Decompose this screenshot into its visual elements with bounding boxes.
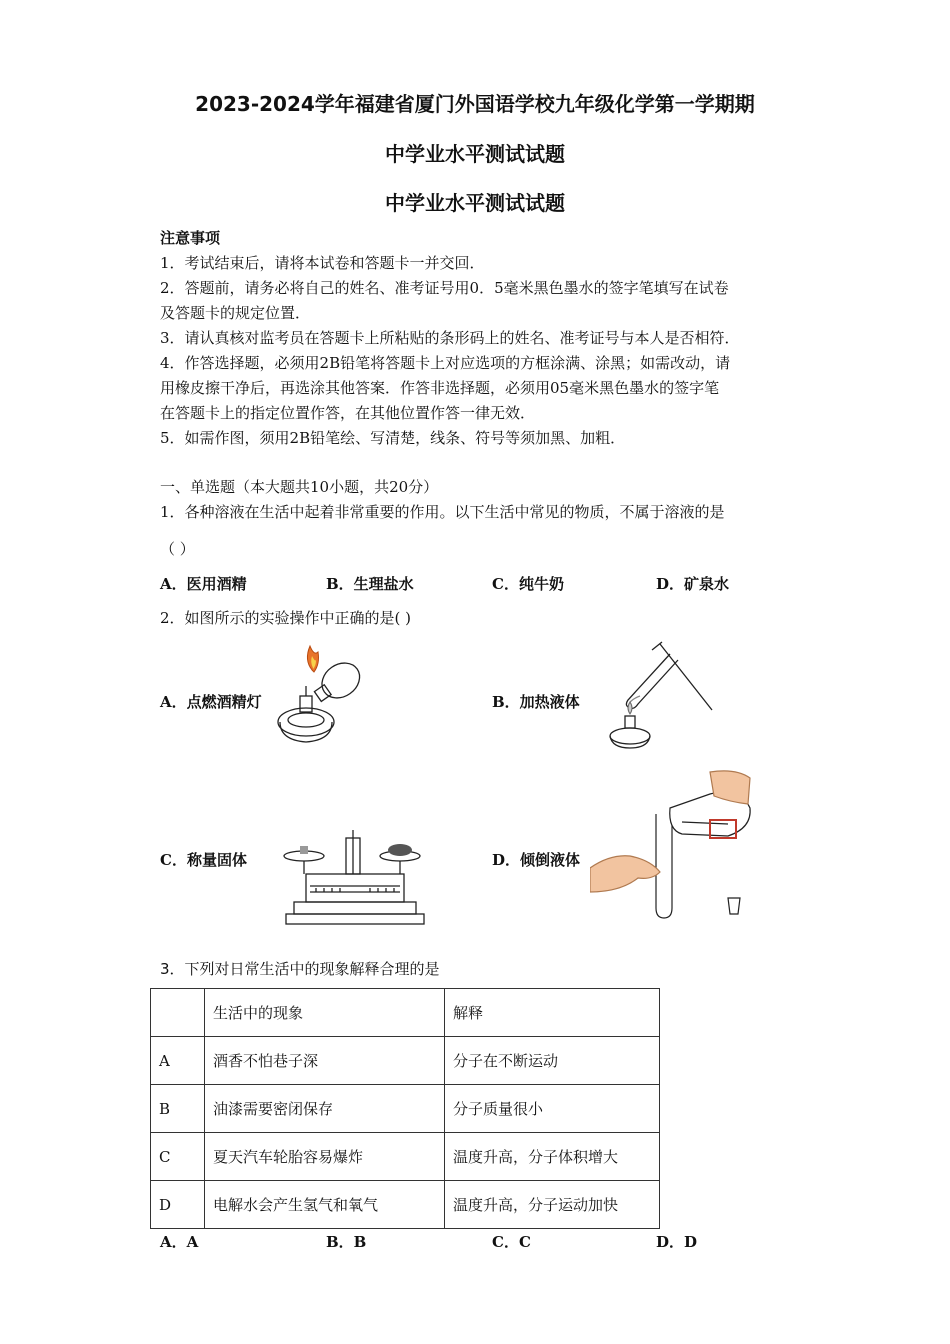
table-row [151,1037,660,1085]
table-row [151,1181,660,1229]
notes-line: 4．作答选择题，必须用2B铅笔将答题卡上对应选项的方框涂满、涂黑；如需改动，请 [160,354,731,372]
table-cell: 夏天汽车轮胎容易爆炸 [205,1133,445,1181]
table-cell: 分子质量很小 [445,1085,660,1133]
section-heading: 一、单选题（本大题共10小题，共20分） [160,478,439,496]
q2-option-c[interactable]: C．称量固体 [160,851,247,869]
table-cell: 酒香不怕巷子深 [205,1037,445,1085]
notes-line: 在答题卡上的指定位置作答，在其他位置作答一律无效． [160,404,536,422]
page-title-line1: 2023-2024学年福建省厦门外国语学校九年级化学第一学期期 [195,92,755,116]
q1-option-a[interactable]: A．医用酒精 [160,575,247,593]
notes-line: 3．请认真核对监考员在答题卡上所粘贴的条形码上的姓名、准考证号与本人是否相符． [160,329,740,347]
page-title-line3: 中学业水平测试试题 [385,191,565,215]
notes-line: 用橡皮擦干净后，再选涂其他答案．作答非选择题，必须用05毫米黑色墨水的签字笔 [160,379,720,397]
notes-line: 及答题卡的规定位置． [160,304,311,322]
balance-figure [280,830,430,928]
table-cell: D [151,1181,205,1229]
notes-line: 5．如需作图，须用2B铅笔绘、写清楚，线条、符号等须加黑、加粗． [160,429,626,447]
table-cell: B [151,1085,205,1133]
notes-line: 1．考试结束后，请将本试卷和答题卡一并交回． [160,254,485,272]
q2-option-d[interactable]: D．倾倒液体 [492,851,581,869]
table-cell: 电解水会产生氢气和氧气 [205,1181,445,1229]
table-header-row [151,989,660,1037]
pouring-liquid-figure [590,768,760,926]
heating-liquid-figure [600,640,720,750]
table-cell: C [151,1133,205,1181]
q2-option-b[interactable]: B．加热液体 [492,693,580,711]
alcohol-lamp-lighting-figure [268,640,368,750]
q2-option-a[interactable]: A．点燃酒精灯 [160,693,262,711]
table-cell: 温度升高，分子体积增大 [445,1133,660,1181]
page-title-line2: 中学业水平测试试题 [385,142,565,166]
table-row [151,1133,660,1181]
q1-option-c[interactable]: C．纯牛奶 [492,575,564,593]
q2-stem: 2．如图所示的实验操作中正确的是( ) [160,609,412,627]
q3-stem: 3．下列对日常生活中的现象解释合理的是 [160,960,440,978]
q1-stem: 1．各种溶液在生活中起着非常重要的作用。以下生活中常见的物质，不属于溶液的是 [160,503,725,521]
q3-option-b[interactable]: B．B [326,1233,367,1251]
q1-option-d[interactable]: D．矿泉水 [656,575,730,593]
q1-stem-bracket: （ ） [160,540,195,558]
table-cell: 分子在不断运动 [445,1037,660,1085]
table-header-cell: 解释 [445,989,660,1037]
q3-option-c[interactable]: C．C [492,1233,531,1251]
table-cell: 油漆需要密闭保存 [205,1085,445,1133]
table-cell: 温度升高，分子运动加快 [445,1181,660,1229]
notes-line: 2．答题前，请务必将自己的姓名、准考证号用0．5毫米黑色墨水的签字笔填写在试卷 [160,279,729,297]
table-header-cell [151,989,205,1037]
q3-option-a[interactable]: A．A [160,1233,199,1251]
table-row [151,1085,660,1133]
table-cell: A [151,1037,205,1085]
notes-heading: 注意事项 [160,229,221,247]
q1-option-b[interactable]: B．生理盐水 [326,575,414,593]
table-header-cell: 生活中的现象 [205,989,445,1037]
q3-table [150,988,660,1229]
q3-option-d[interactable]: D．D [656,1233,698,1251]
